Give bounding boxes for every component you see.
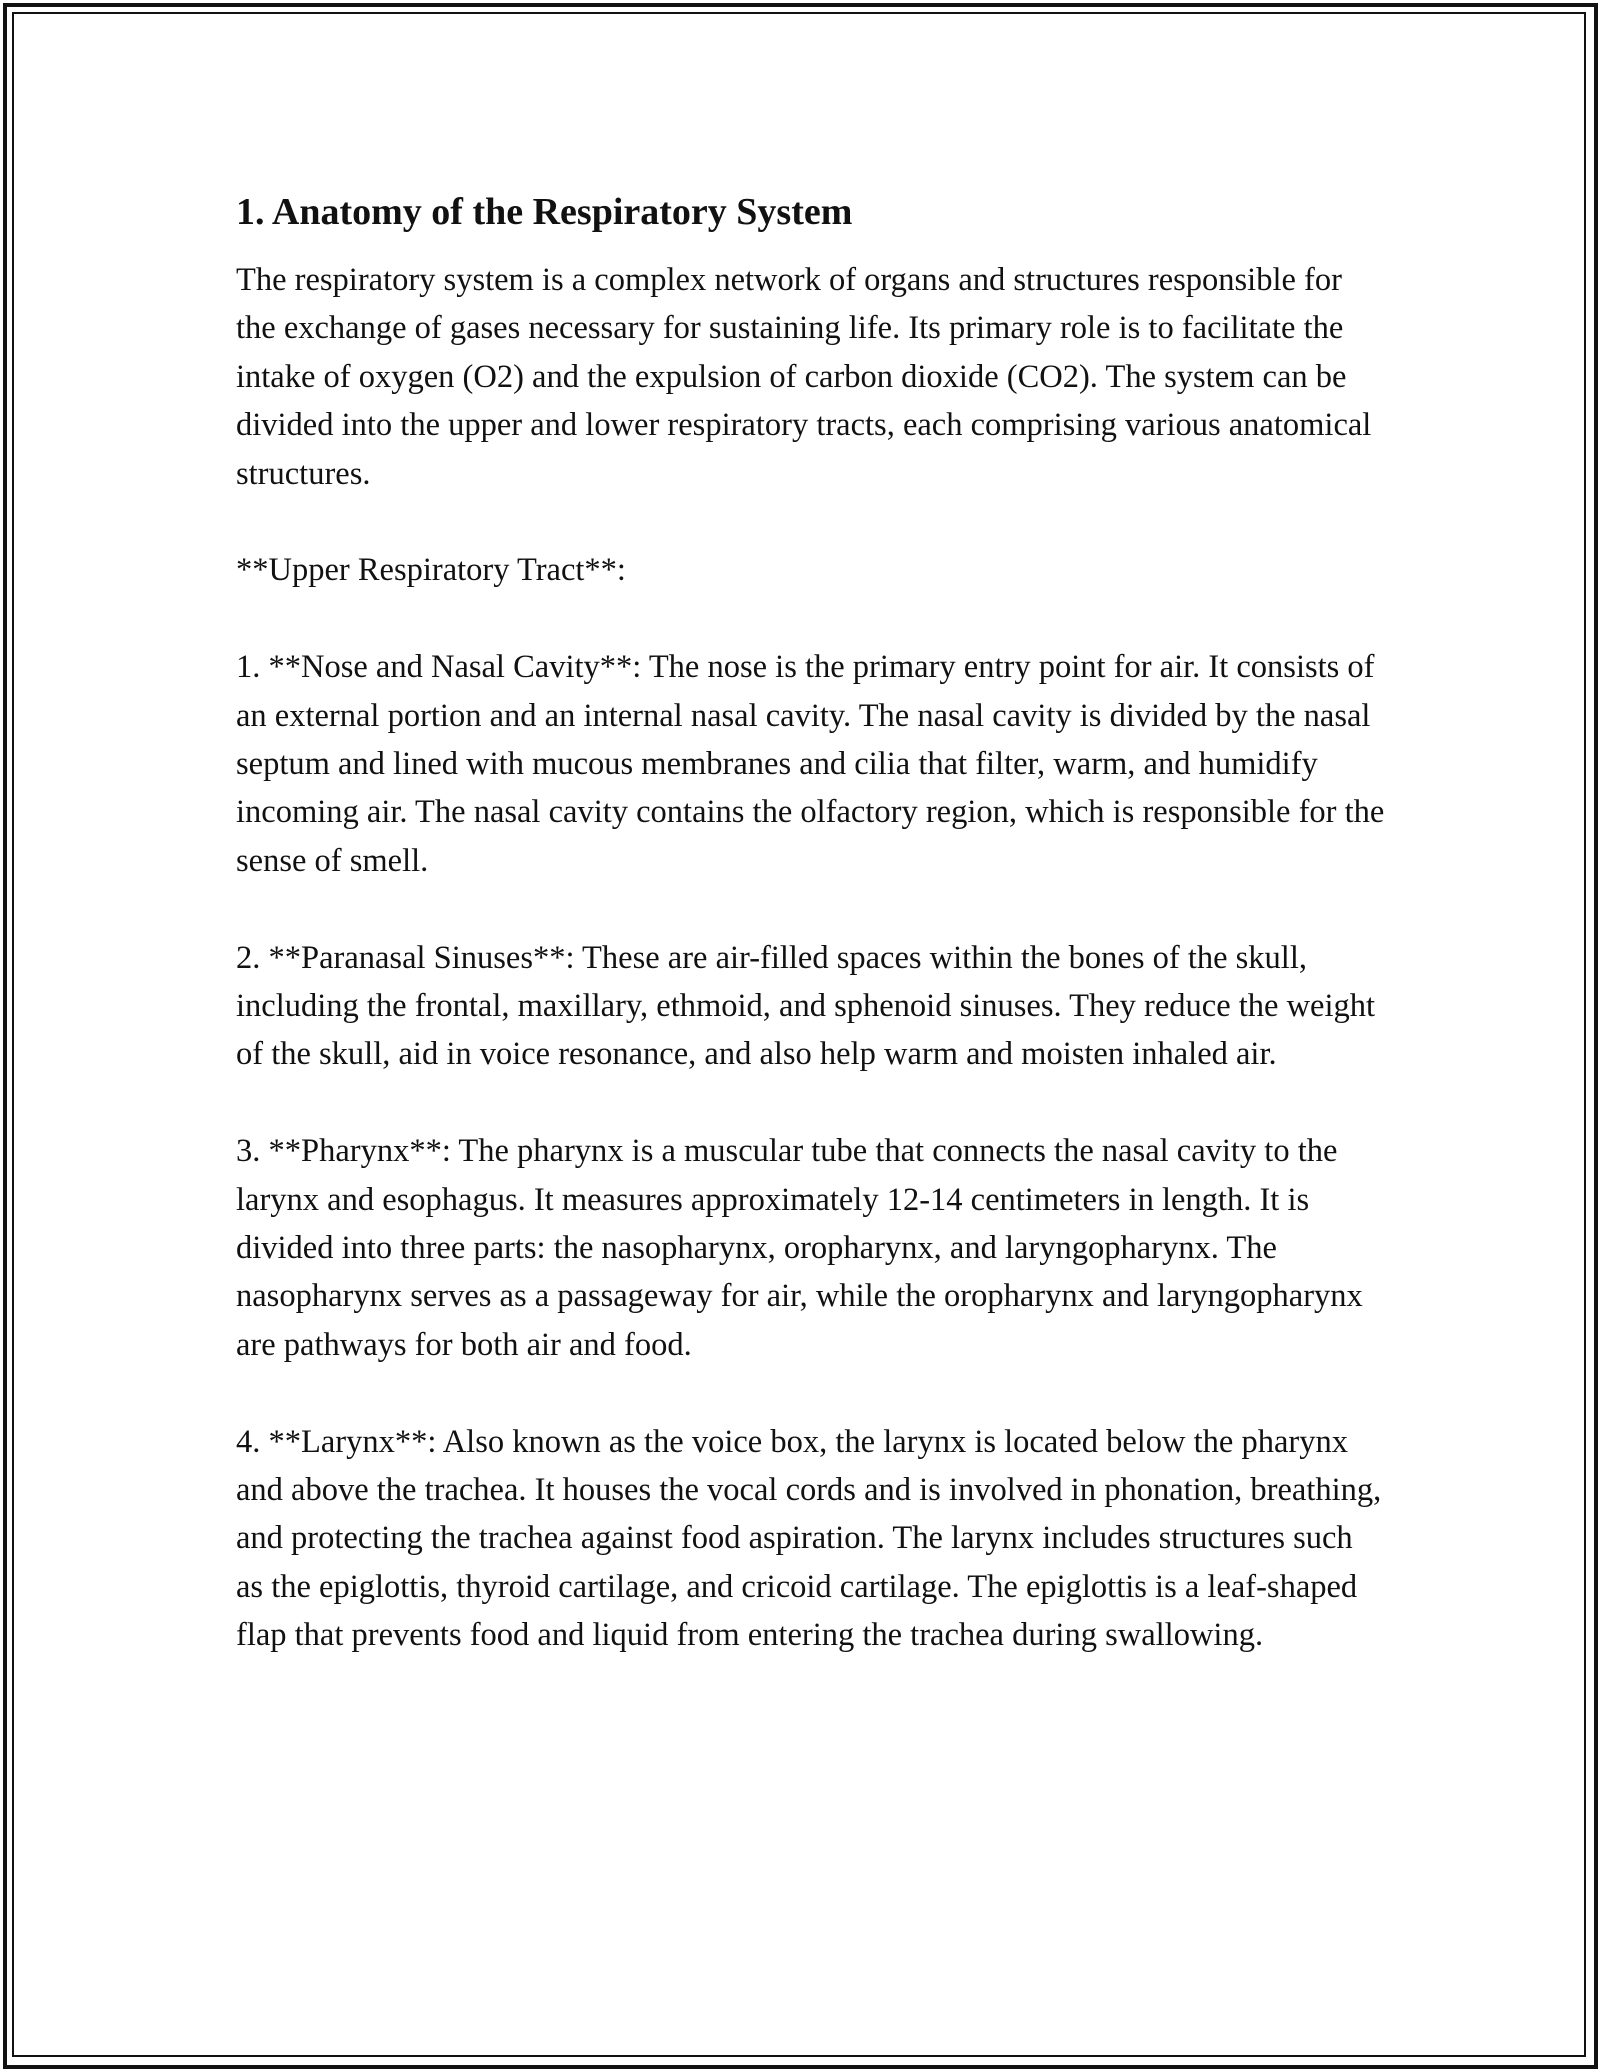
list-item-nose-nasal-cavity: 1. **Nose and Nasal Cavity**: The nose is the primary entry point for air. It consists of an external portion and an internal nasal cavity. The nasal cavity is divided by the nasal septum and lined with mucous membranes and cilia that filter, warm, and humidify incoming air. The nasal cavity contains the olfactory region, which is responsible for the sense of smell. <box>236 649 1385 879</box>
list-item-pharynx: 3. **Pharynx**: The pharynx is a muscular tube that connects the nasal cavity to the larynx and esophagus. It measures approximately 12-14 centimeters in length. It is divided into three parts: the nasopharynx, oropharynx, and laryngopharynx. The nasopharynx serves as a passageway for air, while the oropharynx and laryngopharynx are pathways for both air and food. <box>236 1133 1363 1363</box>
intro-paragraph: The respiratory system is a complex network of organs and structures responsible for the exchange of gases necessary for sustaining life. Its primary role is to facilitate the intake of oxygen (O2) and the expulsion of carbon dioxide (CO2). The system can be divided into the upper and lower respiratory tracts, each comprising various anatomical structures. <box>236 262 1372 492</box>
document-body <box>236 186 1386 1660</box>
section-heading: 1. Anatomy of the Respiratory System <box>236 191 853 233</box>
list-item-larynx: 4. **Larynx**: Also known as the voice box, the larynx is located below the pharynx and above the trachea. It houses the vocal cords and is involved in phonation, breathing, and protecting the trachea against food aspiration. The larynx includes structures such as the epiglottis, thyroid cartilage, and cricoid cartilage. The epiglottis is a leaf-shaped flap that prevents food and liquid from entering the trachea during swallowing. <box>236 1423 1382 1654</box>
list-item-paranasal-sinuses: 2. **Paranasal Sinuses**: These are air-filled spaces within the bones of the skull, including the frontal, maxillary, ethmoid, and sphenoid sinuses. They reduce the weight of the skull, aid in voice resonance, and also help warm and moisten inhaled air. <box>236 939 1376 1073</box>
subsection-label-upper-respiratory-tract: **Upper Respiratory Tract**: <box>236 552 626 589</box>
